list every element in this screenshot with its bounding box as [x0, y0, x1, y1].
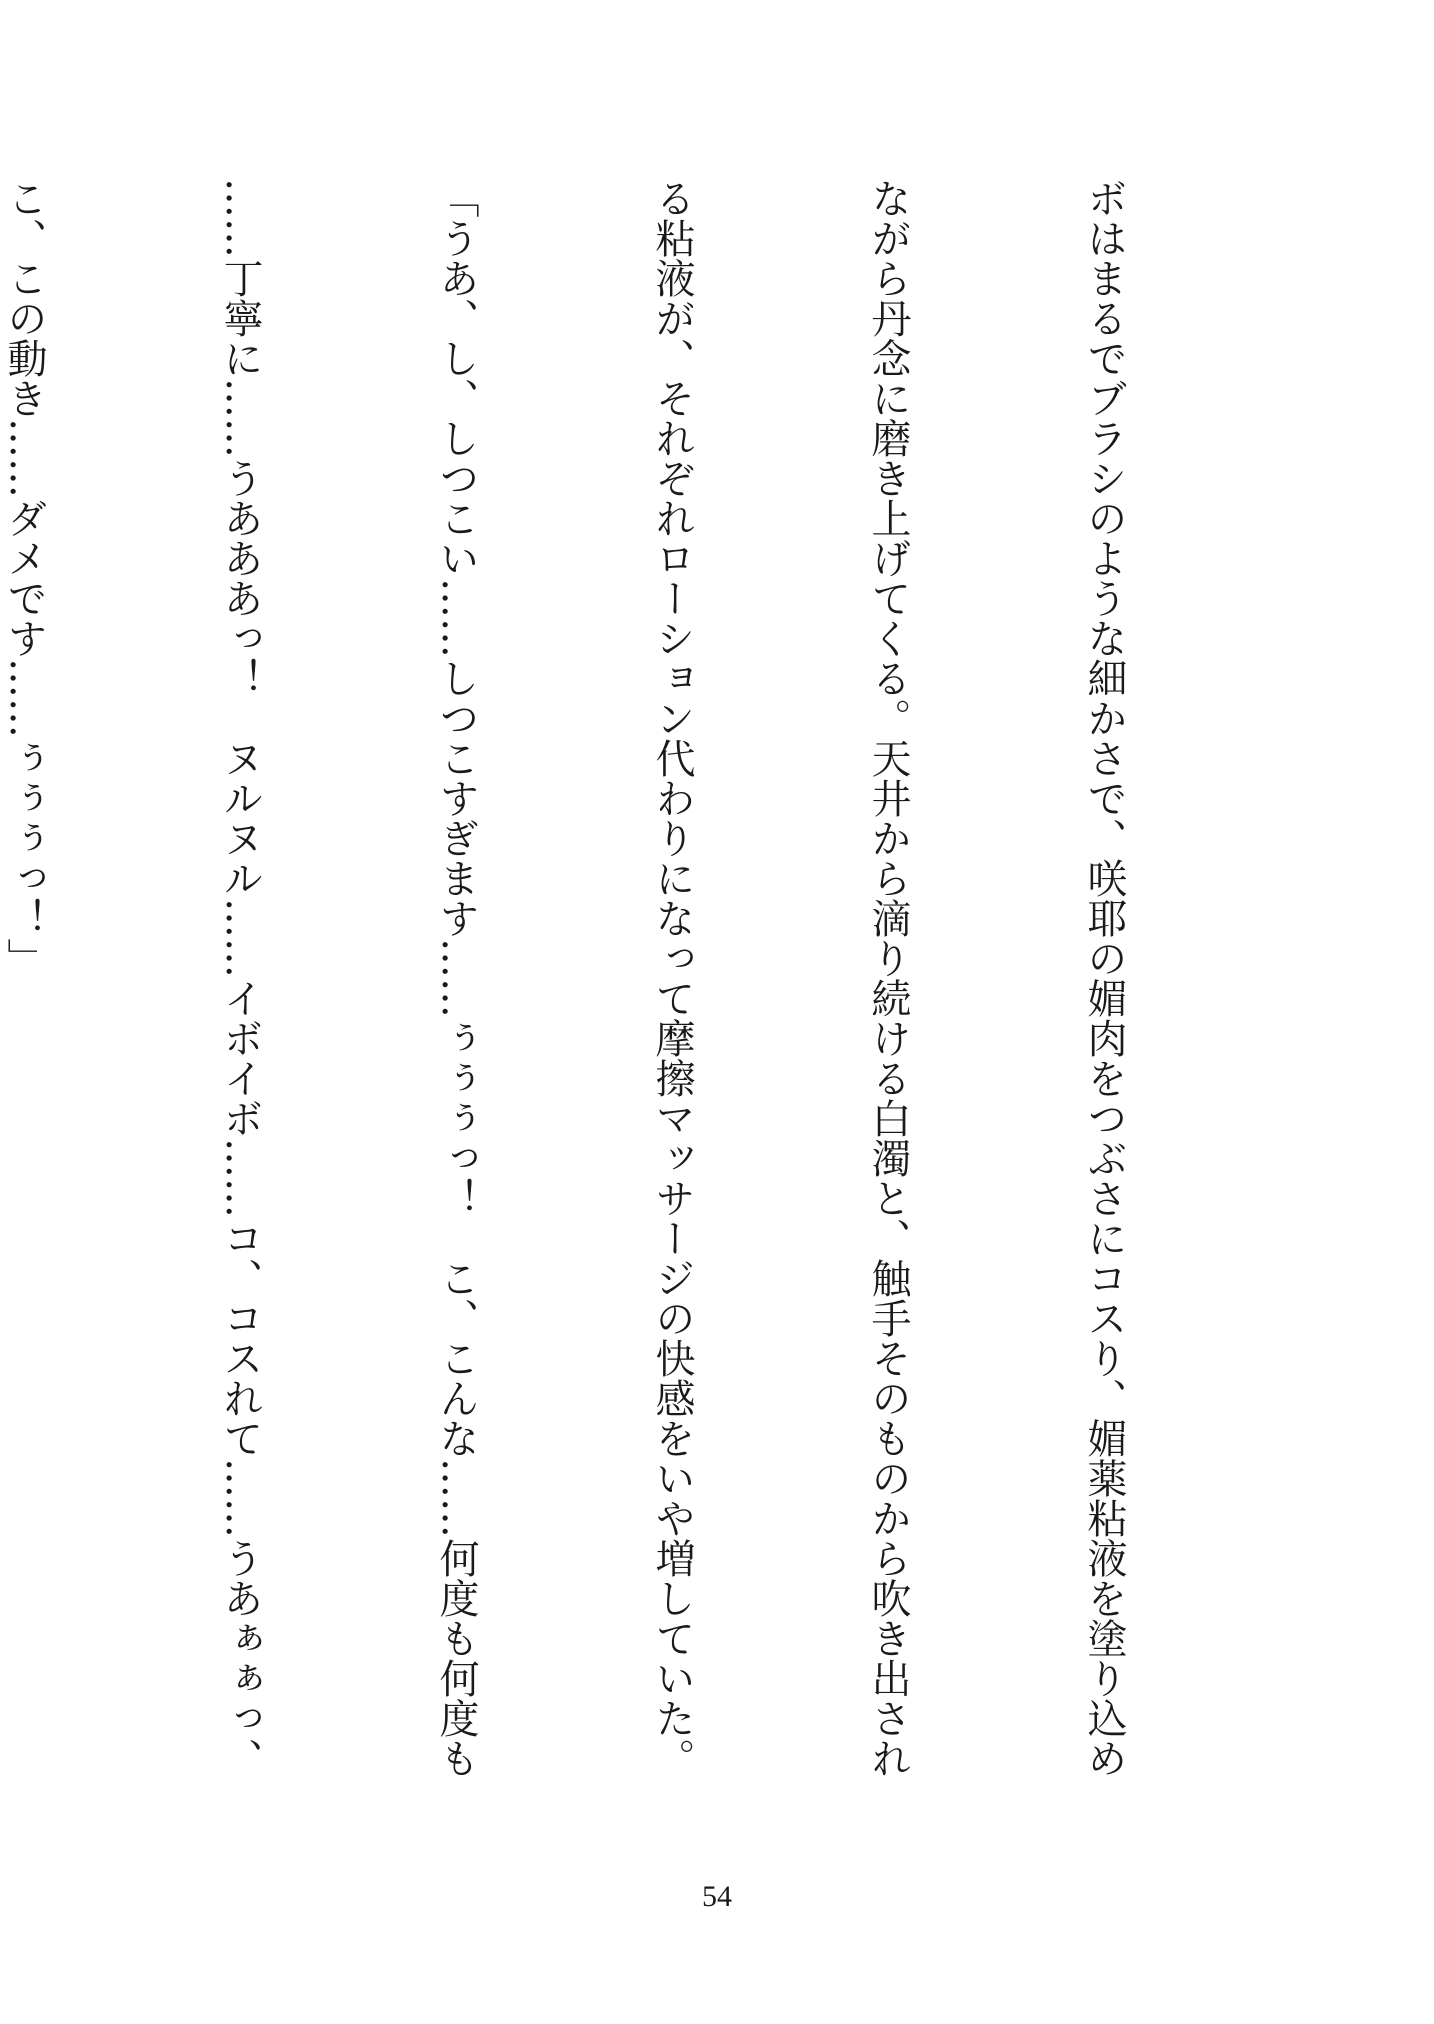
text-line: こ、この動き……ダメです……ぅぅぅっ！」 [1, 178, 47, 978]
vertical-text-body [1, 178, 1284, 1858]
text-line: ……丁寧に……うあああっ！ ヌルヌル……イボイボ……コ、コスれて……うあぁぁっ、 [217, 178, 263, 1778]
text-line: る粘液が、それぞれローション代わりになって摩擦マッサージの快感をいや増していた。 [649, 178, 695, 1778]
text-line: 「うあ、し、しつこい……しつこすぎます……ぅぅぅっ！ こ、こんな……何度も何度も [433, 178, 479, 1778]
text-line: ながら丹念に磨き上げてくる。天井から滴り続ける白濁と、触手そのものから吹き出され [865, 178, 911, 1778]
page-number: 54 [702, 1880, 732, 1913]
text-line: ボはまるでブラシのような細かさで、咲耶の媚肉をつぶさにコスり、媚薬粘液を塗り込め [1081, 178, 1127, 1778]
